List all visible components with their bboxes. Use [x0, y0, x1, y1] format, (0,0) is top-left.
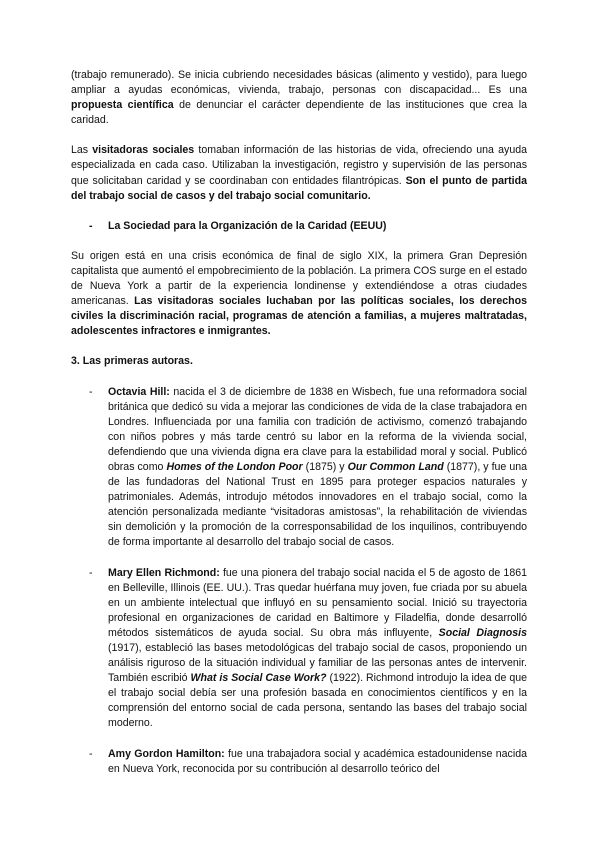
- text: (1922). Richmond introdujo la idea de que el trabajo social debía ser una profesión basada en conocimientos científicos y en la comprensión del entorno social de cada persona, sentando las bases del trabajo social moderno.: [108, 672, 528, 730]
- bold-text: Son el punto de partida del trabajo social de casos y del trabajo social comunitario.: [71, 174, 527, 202]
- document-page: [71, 68, 527, 777]
- author-name: Mary Ellen Richmond:: [108, 566, 220, 579]
- text: de denunciar el carácter dependiente de las instituciones que crea la caridad.: [71, 99, 527, 127]
- text: tomaban información de las historias de vida, ofreciendo una ayuda especializada en cada caso. Utilizaban la investigación, registro y supervisión de las personas que solicitaban caridad y se coordinaban con entidades filantrópicas.: [71, 144, 527, 187]
- author-octavia-hill: [71, 385, 527, 551]
- heading-text: La Sociedad para la Organización de la Caridad (EEUU): [108, 219, 387, 232]
- work-title: What is Social Case Work?: [190, 672, 327, 685]
- paragraph-intro: [71, 68, 527, 128]
- paragraph-visitadoras: [71, 143, 527, 203]
- paragraph-cos: [71, 249, 527, 340]
- text: fue una pionera del trabajo social nacida el 5 de agosto de 1861 en Belleville, Illinois (EE. UU.). Tras quedar huérfana muy joven, fue criada por su abuela en un ambiente intelectual que influyó en su pensamiento social. Inició su trayectoria profesional en organizaciones de caridad en Baltimore y Filadelfia, donde desarrolló métodos sistemáticos de ayuda social. Su obra más influyente,: [108, 566, 527, 639]
- author-name: Amy Gordon Hamilton:: [108, 747, 225, 760]
- text: (1877), y fue una de las fundadoras del National Trust en 1895 para proteger espacios naturales y patrimoniales. Además, introdujo métodos innovadores en el trabajo social, como la atención personalizada mediante “visitadoras amistosas”, la rehabilitación de viviendas sin demolición y la promoción de la corresponsabilidad de los inquilinos, contribuyendo de forma importante al desarrollo del trabajo social de casos.: [108, 460, 527, 549]
- bullet-dash: -: [89, 219, 93, 232]
- bullet-dash: -: [89, 566, 93, 579]
- section-heading: 3. Las primeras autoras.: [71, 355, 193, 368]
- author-name: Octavia Hill:: [108, 385, 170, 398]
- work-title: Social Diagnosis: [438, 626, 527, 639]
- text: (1917), estableció las bases metodológicas del trabajo social de casos, proponiendo un análisis riguroso de la situación individual y familiar de las personas antes de intervenir. También escribió: [108, 642, 527, 685]
- author-amy-gordon-hamilton: [71, 747, 527, 777]
- text: fue una trabajadora social y académica estadounidense nacida en Nueva York, reconocida por su contribución al desarrollo teórico del: [108, 747, 527, 775]
- text: Las: [71, 144, 93, 157]
- text: Su origen está en una crisis económica de final de siglo XIX, la primera Gran Depresión capitalista que aumentó el empobrecimiento de la población. La primera COS surge en el estado de Nueva York a partir de la experiencia londinense y extendiéndose a otras ciudades americanas.: [71, 249, 527, 308]
- bullet-dash: -: [89, 747, 93, 760]
- cos-heading: [71, 219, 527, 234]
- text: nacida el 3 de diciembre de 1838 en Wisbech, fue una reformadora social británica que dedicó su vida a mejorar las condiciones de vida de la clase trabajadora en Londres. Influenciada por una familia con tradición de activismo, comenzó trabajando con niños pobres y más tarde centró su labor en la reforma de la vivienda social, defendiendo que una vivienda digna era clave para la estabilidad moral y social. Publicó obras como: [108, 385, 527, 473]
- author-mary-ellen-richmond: [71, 566, 527, 732]
- bold-text: Las visitadoras sociales luchaban por las políticas sociales, los derechos civiles la discriminación racial, programas de atención a familias, a mujeres maltratadas, adolescentes infractores e inmigrantes.: [71, 295, 527, 338]
- text: (1875) y: [302, 460, 348, 473]
- bold-text: visitadoras sociales: [92, 144, 195, 157]
- work-title: Our Common Land: [347, 460, 444, 473]
- text: (trabajo remunerado). Se inicia cubriendo necesidades básicas (alimento y vestido), para luego ampliar a ayudas económicas, vivienda, trabajo, personas con discapacidad... Es una: [71, 69, 527, 97]
- work-title: Homes of the London Poor: [166, 460, 303, 473]
- bullet-dash: -: [89, 385, 93, 398]
- bold-text: propuesta científica: [71, 99, 174, 112]
